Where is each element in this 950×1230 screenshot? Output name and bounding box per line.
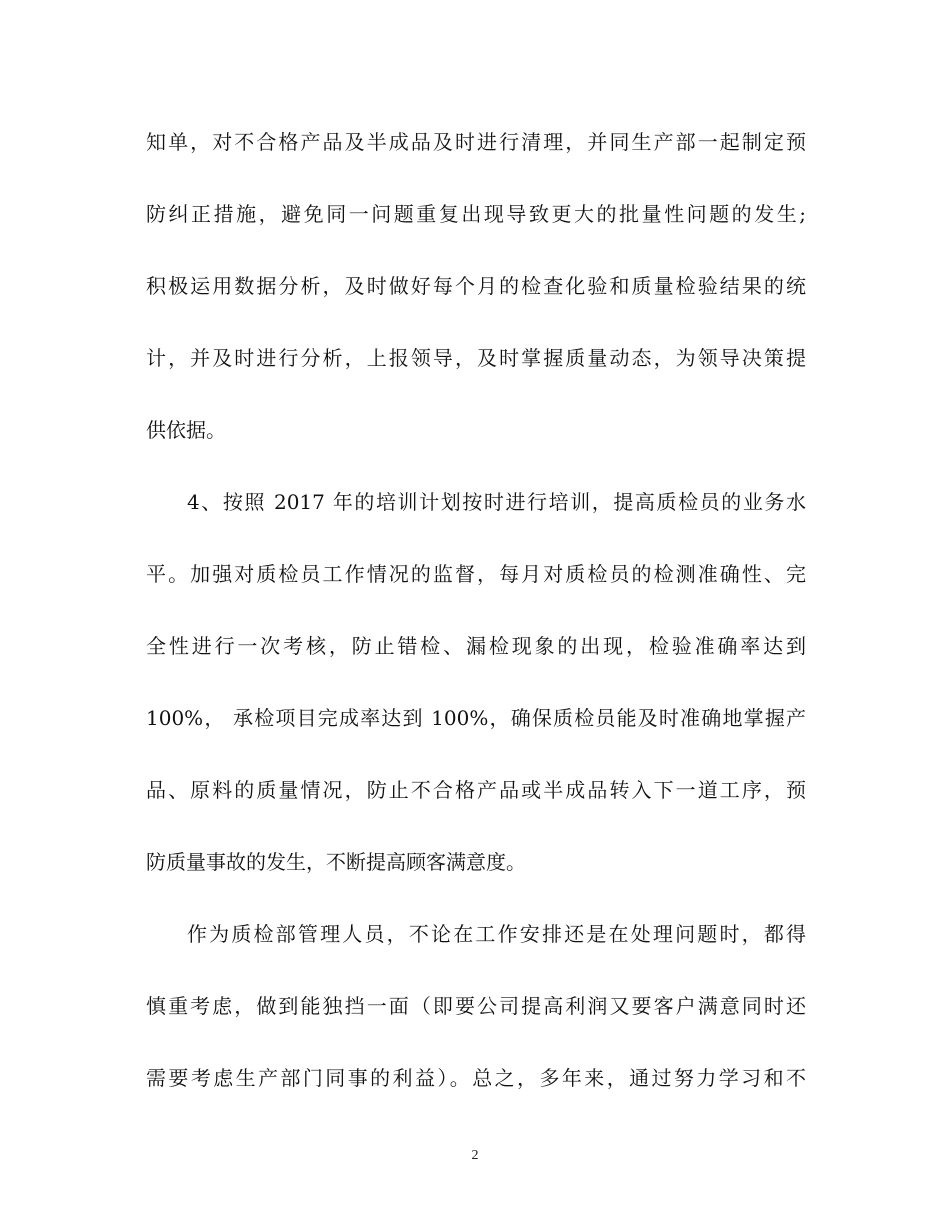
body-text-line: 100%， 承检项目完成率达到 100%，确保质检员能及时准确地掌握产 <box>146 706 806 730</box>
body-text-line: 平。加强对质检员工作情况的监督，每月对质检员的检测准确性、完 <box>146 562 806 586</box>
body-text-line: 防纠正措施，避免同一问题重复出现导致更大的批量性问题的发生; <box>146 202 806 226</box>
body-text-line: 供依据。 <box>146 418 226 442</box>
body-text-line: 需要考虑生产部门同事的利益）。总之，多年来，通过努力学习和不 <box>146 1066 806 1090</box>
body-text-line: 计，并及时进行分析，上报领导，及时掌握质量动态，为领导决策提 <box>146 346 806 370</box>
body-text-line: 全性进行一次考核，防止错检、漏检现象的出现，检验准确率达到 <box>146 634 806 658</box>
body-text-line: 知单，对不合格产品及半成品及时进行清理，并同生产部一起制定预 <box>146 130 806 154</box>
page-number: 2 <box>471 1148 479 1163</box>
paragraph-first-line: 4、按照 2017 年的培训计划按时进行培训，提高质检员的业务水 <box>187 490 806 514</box>
body-text-line: 防质量事故的发生，不断提高顾客满意度。 <box>146 850 526 874</box>
body-text-line: 品、原料的质量情况，防止不合格产品或半成品转入下一道工序，预 <box>146 778 806 802</box>
body-text-line: 积极运用数据分析，及时做好每个月的检查化验和质量检验结果的统 <box>146 274 806 298</box>
paragraph-first-line: 作为质检部管理人员，不论在工作安排还是在处理问题时，都得 <box>187 922 806 946</box>
body-text-line: 慎重考虑，做到能独挡一面（即要公司提高利润又要客户满意同时还 <box>146 994 806 1018</box>
